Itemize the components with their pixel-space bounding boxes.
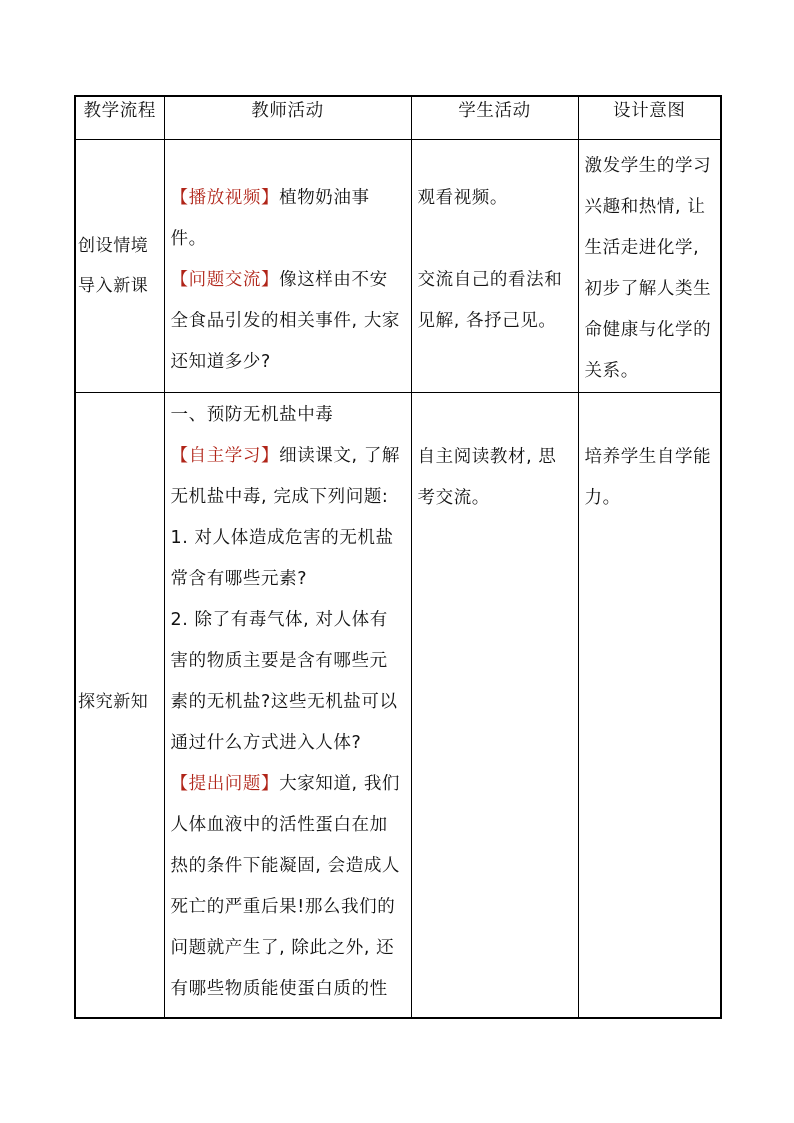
teacher-activity-cell: [164, 393, 411, 1019]
header-design-intent: 设计意图: [578, 96, 721, 140]
step-text: 大家知道, 我们人体血液中的活性蛋白在加热的条件下能凝固, 会造成人死亡的严重后果!那么我们的问题就产生了, 除此之外, 还有哪些物质能使蛋白质的性: [170, 774, 401, 999]
step-tag: 【自主学习】: [170, 446, 280, 466]
intent-text: 激发学生的学习兴趣和热情, 让生活走进化学, 初步了解人类生命健康与化学的关系。: [584, 156, 712, 381]
step-tag: 【问题交流】: [170, 270, 280, 290]
step-tag: 【提出问题】: [170, 774, 280, 794]
design-intent-cell: [578, 140, 721, 393]
teacher-step: [171, 764, 405, 1010]
header-row: [75, 96, 721, 140]
stage-label: 创设情境: [78, 236, 149, 256]
teacher-step: [171, 436, 405, 518]
step-tag: 【播放视频】: [170, 188, 280, 208]
stage-label: 导入新课: [78, 276, 149, 296]
question-item: 2. 除了有毒气体, 对人体有害的物质主要是含有哪些元素的无机盐?这些无机盐可以通过什么方式进入人体?: [170, 610, 398, 753]
teacher-activity-cell: [164, 140, 411, 393]
header-teacher-activity: 教师活动: [164, 96, 411, 140]
question-item: 1. 对人体造成危害的无机盐常含有哪些元素?: [170, 528, 394, 589]
step-text: 细读课文, 了解无机盐中毒, 完成下列问题:: [170, 446, 401, 507]
student-step: 自主阅读教材, 思考交流。: [417, 447, 557, 508]
student-step: 交流自己的看法和见解, 各抒己见。: [417, 270, 563, 331]
table-row: [75, 393, 721, 1019]
student-activity-cell: [411, 140, 578, 393]
header-process: 教学流程: [75, 96, 164, 140]
step-text: 像这样由不安全食品引发的相关事件, 大家还知道多少?: [170, 270, 401, 372]
stage-label: 探究新知: [78, 692, 149, 712]
table-row: [75, 140, 721, 393]
step-text: 植物奶油事件。: [170, 188, 370, 249]
intent-text: 培养学生自学能力。: [584, 447, 712, 508]
student-activity-cell: [411, 393, 578, 1019]
header-student-activity: 学生活动: [411, 96, 578, 140]
design-intent-cell: [578, 393, 721, 1019]
teacher-step: [171, 178, 405, 260]
section-heading: 一、预防无机盐中毒: [170, 405, 334, 425]
stage-cell: [75, 140, 164, 393]
stage-cell: [75, 393, 164, 1019]
teacher-step: [171, 260, 405, 383]
student-step: 观看视频。: [417, 188, 508, 208]
lesson-plan-table: [74, 95, 722, 1019]
